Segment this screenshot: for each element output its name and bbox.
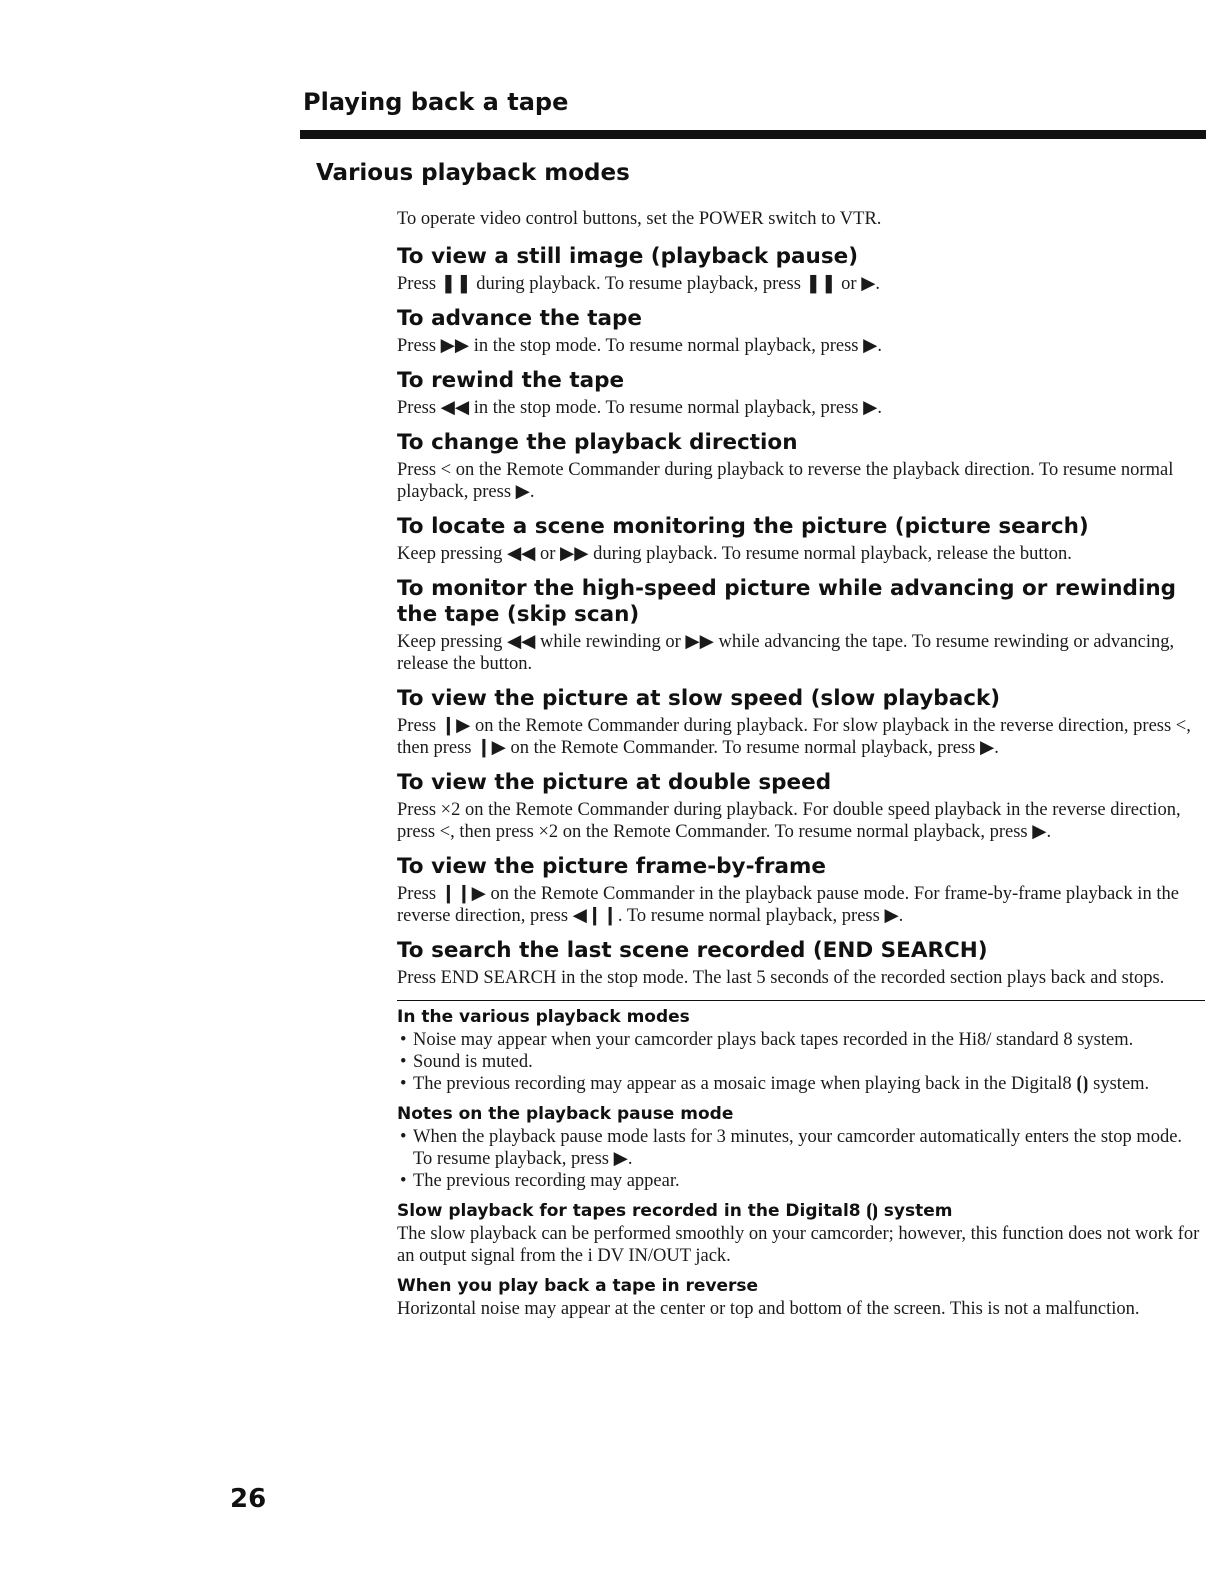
- topic-rewind-tape: [397, 368, 1205, 419]
- topic-advance-tape: [397, 306, 1205, 357]
- topic-heading: To view the picture at slow speed (slow playback): [397, 686, 1001, 711]
- topic-body: Press ❙▶ on the Remote Commander during playback. For slow playback in the reverse direction, press <, then press ❙▶ on the Remote Commander. To resume normal playback, press ▶.: [397, 716, 1191, 758]
- topic-body: Keep pressing ◀◀ while rewinding or ▶▶ while advancing the tape. To resume rewinding or advancing, release the button.: [397, 632, 1175, 674]
- topic-heading: To view the picture frame-by-frame: [397, 854, 826, 879]
- notes-divider: [397, 1000, 1205, 1001]
- topic-skip-scan: [397, 576, 1205, 675]
- topic-body: Press ◀◀ in the stop mode. To resume normal playback, press ▶.: [397, 398, 882, 418]
- topic-heading: To change the playback direction: [397, 430, 798, 455]
- topic-picture-search: [397, 514, 1205, 565]
- note-item: • Noise may appear when your camcorder plays back tapes recorded in the Hi8/ standard 8 system.: [397, 1029, 1205, 1051]
- page-number: 26: [230, 1484, 267, 1514]
- note-list: [397, 1029, 1205, 1095]
- topic-body: Press ❙❙▶ on the Remote Commander in the playback pause mode. For frame-by-frame playback in the reverse direction, press ◀❙❙. To resume normal playback, press ▶.: [397, 884, 1179, 926]
- page-subtitle: Various playback modes: [316, 160, 630, 186]
- topic-slow-playback: [397, 686, 1205, 759]
- topic-body: Keep pressing ◀◀ or ▶▶ during playback. To resume normal playback, release the button.: [397, 544, 1072, 564]
- topic-heading: To search the last scene recorded (END SEARCH): [397, 938, 988, 963]
- topic-double-speed: [397, 770, 1205, 843]
- note-heading: When you play back a tape in reverse: [397, 1276, 759, 1296]
- topic-heading: To view the picture at double speed: [397, 770, 832, 795]
- note-slow-playback: [397, 1200, 1205, 1267]
- note-body: Horizontal noise may appear at the center or top and bottom of the screen. This is not a malfunction.: [397, 1299, 1140, 1319]
- note-heading: In the various playback modes: [397, 1007, 690, 1027]
- topic-heading: To rewind the tape: [397, 368, 625, 393]
- note-pause-mode: [397, 1103, 1205, 1192]
- topic-still-image: [397, 244, 1205, 295]
- note-body: The slow playback can be performed smoothly on your camcorder; however, this function does not work for an output signal from the i DV IN/OUT jack.: [397, 1224, 1200, 1266]
- section-title: Playing back a tape: [303, 88, 569, 116]
- topic-body: Press END SEARCH in the stop mode. The last 5 seconds of the recorded section plays back and stops.: [397, 968, 1165, 988]
- note-list: [397, 1126, 1205, 1192]
- topic-end-search: [397, 938, 1205, 989]
- topic-heading: To monitor the high-speed picture while advancing or rewinding the tape (skip scan): [397, 576, 1177, 627]
- topic-body: Press ❚❚ during playback. To resume playback, press ❚❚ or ▶.: [397, 274, 881, 294]
- topic-frame-by-frame: [397, 854, 1205, 927]
- topic-body: Press ×2 on the Remote Commander during playback. For double speed playback in the reverse direction, press <, then press ×2 on the Remote Commander. To resume normal playback, press ▶.: [397, 800, 1181, 842]
- topic-heading: To view a still image (playback pause): [397, 244, 859, 269]
- content-column: [397, 208, 1205, 1328]
- topic-heading: To locate a scene monitoring the picture (picture search): [397, 514, 1089, 539]
- title-rule: [300, 130, 1206, 139]
- topic-heading: To advance the tape: [397, 306, 643, 331]
- note-item: • Sound is muted.: [397, 1051, 1205, 1073]
- note-heading: Slow playback for tapes recorded in the Digital8 ⦗⦘ system: [397, 1201, 953, 1221]
- note-item: • When the playback pause mode lasts for 3 minutes, your camcorder automatically enters the stop mode. To resume playback, press ▶.: [397, 1126, 1205, 1170]
- topic-change-direction: [397, 430, 1205, 503]
- intro-text: To operate video control buttons, set the POWER switch to VTR.: [397, 209, 882, 229]
- note-heading: Notes on the playback pause mode: [397, 1104, 734, 1124]
- topic-body: Press ▶▶ in the stop mode. To resume normal playback, press ▶.: [397, 336, 882, 356]
- topic-body: Press < on the Remote Commander during playback to reverse the playback direction. To resume normal playback, press ▶.: [397, 460, 1174, 502]
- note-reverse: [397, 1275, 1205, 1320]
- note-item: • The previous recording may appear as a mosaic image when playing back in the Digital8 ⦗⦘ system.: [397, 1073, 1205, 1095]
- note-item: • The previous recording may appear.: [397, 1170, 1205, 1192]
- note-various-modes: [397, 1006, 1205, 1095]
